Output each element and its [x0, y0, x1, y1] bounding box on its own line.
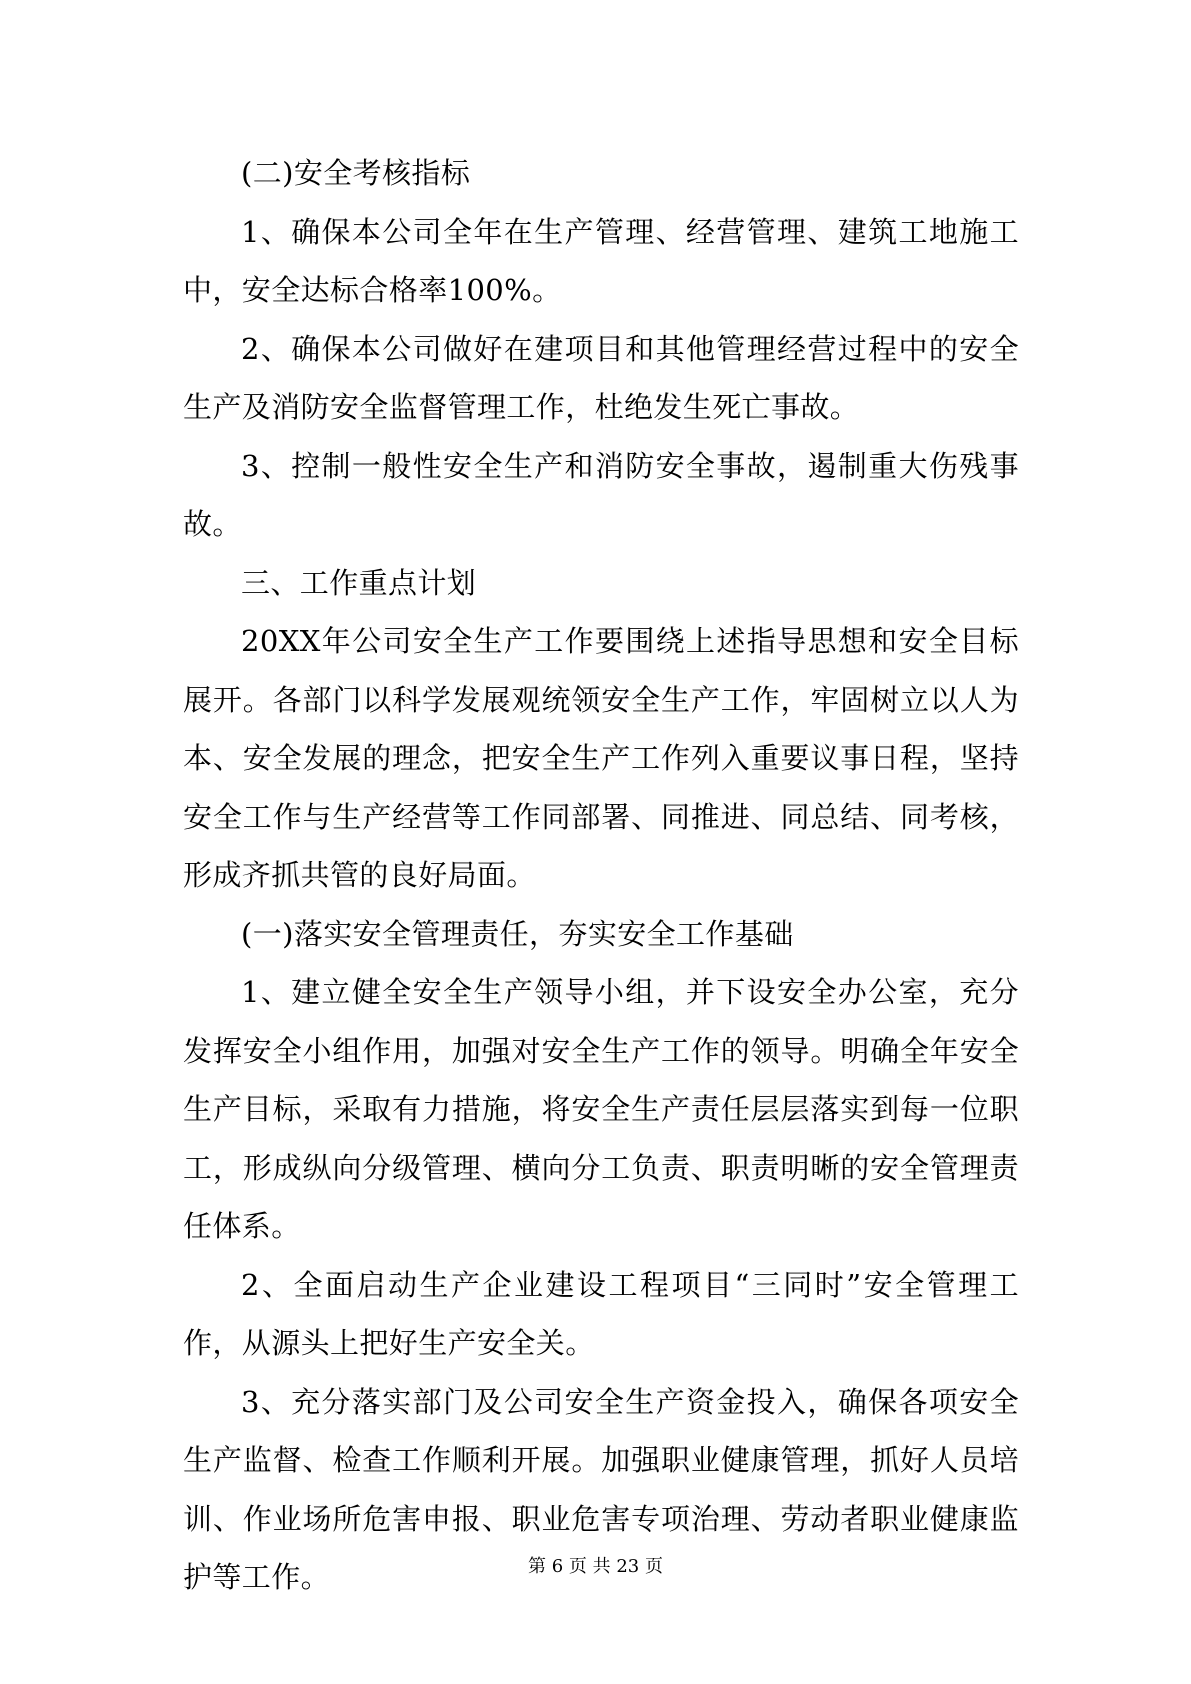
paragraph: 1、确保本公司全年在生产管理、经营管理、建筑工地施工中，安全达标合格率100%。: [183, 214, 1019, 307]
section-heading-responsibility: (一)落实安全管理责任，夯实安全工作基础: [241, 916, 794, 951]
paragraph: 2、确保本公司做好在建项目和其他管理经营过程中的安全生产及消防安全监督管理工作，杜绝发生死亡事故。: [183, 331, 1019, 424]
paragraph: 3、充分落实部门及公司安全生产资金投入，确保各项安全生产监督、检查工作顺利开展。加强职业健康管理，抓好人员培训、作业场所危害申报、职业危害专项治理、劳动者职业健康监护等工作。: [183, 1384, 1019, 1594]
section-heading-safety-indicators: (二)安全考核指标: [241, 156, 471, 190]
paragraph: 2、全面启动生产企业建设工程项目“三同时”安全管理工作，从源头上把好生产安全关。: [183, 1267, 1019, 1360]
paragraph: 20XX年公司安全生产工作要围绕上述指导思想和安全目标展开。各部门以科学发展观统领安全生产工作，牢固树立以人为本、安全发展的理念，把安全生产工作列入重要议事日程，坚持安全工作与生产经营等工作同部署、同推进、同总结、同考核，形成齐抓共管的良好局面。: [183, 624, 1019, 892]
paragraph: 1、建立健全安全生产领导小组，并下设安全办公室，充分发挥安全小组作用，加强对安全生产工作的领导。明确全年安全生产目标，采取有力措施，将安全生产责任层层落实到每一位职工，形成纵向分级管理、横向分工负责、职责明晰的安全管理责任体系。: [183, 975, 1019, 1243]
document-body: [183, 144, 1019, 1607]
page-number-footer: 第 6 页 共 23 页: [528, 1556, 663, 1577]
section-heading-work-plan: 三、工作重点计划: [241, 565, 477, 600]
paragraph: 3、控制一般性安全生产和消防安全事故，遏制重大伤残事故。: [183, 448, 1019, 541]
